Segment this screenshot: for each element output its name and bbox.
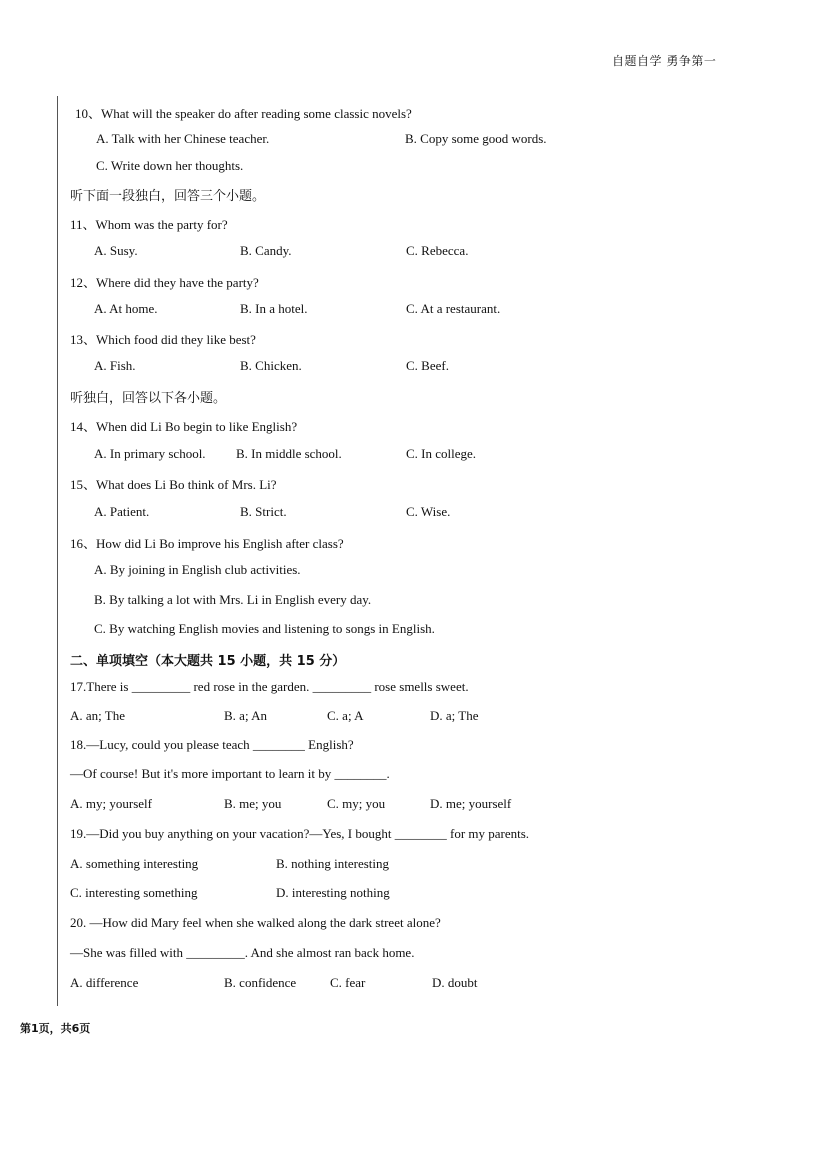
question-11-option-a: A. Susy. bbox=[94, 243, 138, 258]
question-14-option-c: C. In college. bbox=[406, 446, 477, 461]
question-12-stem: 12、Where did they have the party? bbox=[70, 275, 259, 290]
question-10-option-c: C. Write down her thoughts. bbox=[96, 158, 244, 173]
question-19-option-b: B. nothing interesting bbox=[276, 856, 390, 871]
question-17-option-a: A. an; The bbox=[70, 708, 125, 723]
question-10-option-b: B. Copy some good words. bbox=[405, 131, 547, 146]
question-12-option-c: C. At a restaurant. bbox=[406, 301, 501, 316]
question-20-option-d: D. doubt bbox=[432, 975, 478, 990]
question-11-option-c: C. Rebecca. bbox=[406, 243, 469, 258]
page-number: 第1页，共6页 bbox=[20, 1022, 91, 1035]
question-18-option-d: D. me; yourself bbox=[430, 796, 512, 811]
section-instruction-a: 听下面一段独白，回答三个小题。 bbox=[70, 189, 266, 204]
question-12-option-b: B. In a hotel. bbox=[240, 301, 308, 316]
question-19-option-c: C. interesting something bbox=[70, 885, 198, 900]
question-18-reply: —Of course! But it's more important to learn it by ________. bbox=[70, 766, 390, 781]
question-10-stem: 10、What will the speaker do after reading some classic novels? bbox=[75, 106, 412, 121]
question-19-option-a: A. something interesting bbox=[70, 856, 199, 871]
question-19-stem: 19.—Did you buy anything on your vacation?—Yes, I bought ________ for my parents. bbox=[70, 826, 530, 841]
question-11-option-b: B. Candy. bbox=[240, 243, 292, 258]
question-17-stem: 17.There is _________ red rose in the garden. _________ rose smells sweet. bbox=[70, 679, 469, 694]
question-10-option-a: A. Talk with her Chinese teacher. bbox=[96, 131, 270, 146]
question-19-option-d: D. interesting nothing bbox=[276, 885, 390, 900]
question-18-option-b: B. me; you bbox=[224, 796, 282, 811]
question-20-option-a: A. difference bbox=[70, 975, 139, 990]
question-20-reply: —She was filled with _________. And she almost ran back home. bbox=[70, 945, 415, 960]
question-13-option-b: B. Chicken. bbox=[240, 358, 302, 373]
question-17-option-b: B. a; An bbox=[224, 708, 267, 723]
question-12-option-a: A. At home. bbox=[94, 301, 158, 316]
question-18-option-c: C. my; you bbox=[327, 796, 386, 811]
question-16-option-c: C. By watching English movies and listening to songs in English. bbox=[94, 621, 435, 636]
question-16-option-b: B. By talking a lot with Mrs. Li in English every day. bbox=[94, 592, 372, 607]
question-16-option-a: A. By joining in English club activities. bbox=[94, 562, 301, 577]
question-17-option-d: D. a; The bbox=[430, 708, 479, 723]
question-18-option-a: A. my; yourself bbox=[70, 796, 152, 811]
question-13-option-a: A. Fish. bbox=[94, 358, 136, 373]
question-20-stem: 20. —How did Mary feel when she walked along the dark street alone? bbox=[70, 915, 441, 930]
question-15-option-a: A. Patient. bbox=[94, 504, 150, 519]
question-13-option-c: C. Beef. bbox=[406, 358, 449, 373]
section-instruction-b: 听独白，回答以下各小题。 bbox=[70, 391, 227, 406]
question-14-stem: 14、When did Li Bo begin to like English? bbox=[70, 419, 298, 434]
header-motto: 自题自学 勇争第一 bbox=[612, 54, 717, 68]
question-14-option-b: B. In middle school. bbox=[236, 446, 342, 461]
question-20-option-b: B. confidence bbox=[224, 975, 297, 990]
question-17-option-c: C. a; A bbox=[327, 708, 364, 723]
question-15-stem: 15、What does Li Bo think of Mrs. Li? bbox=[70, 477, 277, 492]
question-15-option-c: C. Wise. bbox=[406, 504, 451, 519]
question-18-stem: 18.—Lucy, could you please teach ________ English? bbox=[70, 737, 354, 752]
question-14-option-a: A. In primary school. bbox=[94, 446, 206, 461]
question-11-stem: 11、Whom was the party for? bbox=[70, 217, 228, 232]
question-15-option-b: B. Strict. bbox=[240, 504, 287, 519]
question-20-option-c: C. fear bbox=[330, 975, 366, 990]
margin-rule bbox=[57, 96, 58, 1006]
question-16-stem: 16、How did Li Bo improve his English after class? bbox=[70, 536, 344, 551]
part-2-heading: 二、单项填空（本大题共 15 小题，共 15 分） bbox=[70, 654, 346, 669]
question-13-stem: 13、Which food did they like best? bbox=[70, 332, 256, 347]
